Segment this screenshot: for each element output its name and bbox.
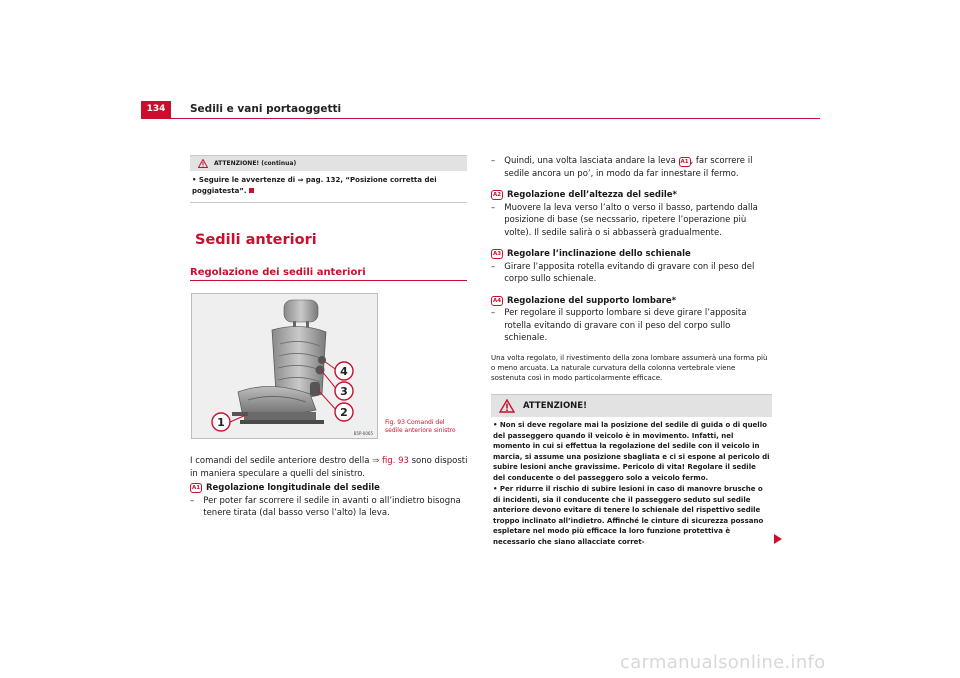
step-4-item [491, 307, 771, 345]
step-1-continued [491, 155, 771, 180]
inline-badge-a1: A1 [679, 157, 691, 167]
subsection-title: Regolazione dei sedili anteriori [190, 267, 366, 278]
step-1-title: Regolazione longitudinale del sedile [206, 483, 380, 493]
step-badge-a1: A1 [190, 483, 202, 493]
step-1-continued-text [504, 155, 771, 180]
step-2-title: Regolazione dell’altezza del sedile* [507, 190, 677, 200]
step-3-title: Regolare l’inclinazione dello schienale [507, 249, 691, 259]
warning-continued-ref[interactable]: pag. 132, “Posizione corretta dei poggiatesta”. [192, 176, 437, 195]
step-2-heading [491, 189, 771, 202]
dash-marker: – [190, 495, 195, 506]
step-1-item [190, 495, 468, 520]
step-3-heading [491, 248, 771, 261]
section-title: Sedili anteriori [195, 232, 317, 248]
step-4-text: Per regolare il supporto lombare si deve girare l’apposita rotella evitando di gravare con il peso del corpo sullo schienale. [504, 308, 747, 343]
step-4-heading [491, 295, 771, 308]
callout-label-1: 1 [217, 416, 225, 429]
step-1-cont-a: Quindi, una volta lasciata andare la leva [504, 156, 679, 166]
step-1-text: Per poter far scorrere il sedile in avanti o all’indietro bisogna tenere tirata (dal basso verso l’alto) la leva. [203, 495, 461, 518]
continue-arrow-icon [774, 534, 782, 544]
step-1-heading [190, 482, 468, 495]
warning-triangle-icon [198, 159, 208, 168]
left-column [190, 455, 468, 520]
main-warning-title: ATTENZIONE! [523, 401, 587, 411]
page-header-title: Sedili e vani portaoggetti [190, 103, 342, 115]
dash-marker: – [491, 156, 496, 166]
warning-continued-text [190, 171, 467, 197]
callout-label-3: 3 [340, 385, 348, 398]
main-warning-bullet-2-text: Per ridurre il rischio di subire lesioni in caso di manovre brusche o di incidenti, sia il conducente che il passeggero seduto sul sedile anteriore devono evitare di tenere lo schienale del rispettivo sedile troppo inclinato all’indietro. Affinché le cinture di sicurezza possano espletare nel modo più efficace la loro funzione protettiva è necessario che siano allacciate corret- [493, 485, 764, 546]
dash-marker: – [491, 308, 496, 318]
step-1-cont-b: , far scorrere il sedile ancora un po’, in modo da far innestare il fermo. [504, 156, 753, 179]
seat-illustration [192, 294, 377, 438]
fig-93-link[interactable]: ⇒ fig. 93 [372, 456, 409, 466]
main-warning-bar [491, 395, 772, 417]
step-badge-a2: A2 [491, 190, 503, 200]
end-mark-icon [249, 188, 254, 193]
header-rule [141, 118, 820, 119]
warning-continued-title: ATTENZIONE! (continua) [214, 160, 297, 167]
main-warning-bullet-2 [493, 484, 770, 547]
warning-continued-bar [190, 156, 467, 171]
lumbar-note: Una volta regolato, il rivestimento della zona lombare assumerà una forma più o meno arcuata. La naturale curvatura della colonna vertebrale viene sostenuta così in modo particolarmente efficace. [491, 353, 768, 382]
dash-marker: – [491, 202, 496, 213]
callout-label-4: 4 [340, 365, 348, 378]
callout-label-2: 2 [340, 406, 348, 419]
bullet-icon: • [192, 176, 197, 184]
intro-text-a: I comandi del sedile anteriore destro della [190, 456, 373, 466]
step-4-title: Regolazione del supporto lombare* [507, 295, 677, 306]
page-number: 134 [141, 101, 171, 118]
main-warning-bullet-1-text: Non si deve regolare mai la posizione del sedile di guida o di quello del passeggero quando il veicolo è in movimento. Infatti, nel momento in cui si effettua la regolazione del sedile con il veicolo in marcia, si assume una posizione sbagliata e ci si espone al pericolo di subire lesioni anche gravissime. Pericolo di vita! Regolare il sedile del conducente o del passeggero solo a veicolo fermo. [493, 421, 770, 482]
bullet-icon: • [493, 421, 500, 429]
watermark: carmanualsonline.info [620, 652, 826, 673]
step-2-item [491, 202, 771, 240]
step-3-text: Girare l’apposita rotella evitando di gravare con il peso del corpo sullo schienale. [504, 261, 755, 284]
step-badge-a3: A3 [491, 249, 503, 259]
figure-caption-line2: sedile anteriore sinistro [385, 427, 456, 434]
step-2-text: Muovere la leva verso l’alto o verso il basso, partendo dalla posizione di base (se necssario, ripetere l’operazione più volte). Il sedile salirà o si abbasserà gradualmente. [504, 202, 758, 238]
warning-triangle-icon [499, 399, 515, 413]
figure-caption-line1: Fig. 93 Comandi del [385, 419, 445, 426]
main-warning-text [491, 417, 772, 547]
figure-code: B5P-0065 [353, 431, 373, 436]
warning-continued-box [190, 155, 467, 203]
main-warning-bullet-1 [493, 420, 770, 483]
subsection-rule [190, 280, 467, 281]
figure-caption [385, 419, 469, 435]
warning-continued-prefix: Seguire le avvertenze di [198, 176, 298, 184]
step-badge-a4: A4 [491, 296, 503, 306]
step-3-item [491, 261, 771, 286]
seat-figure [191, 293, 378, 439]
intro-text-b: sono disposti in maniera speculare a quelli del sinistro. [190, 456, 468, 479]
right-column [491, 155, 771, 383]
main-warning-box [491, 394, 772, 546]
arrow-ref-icon: ⇒ [297, 176, 304, 184]
bullet-icon: • [493, 485, 500, 493]
intro-paragraph [190, 455, 468, 480]
dash-marker: – [491, 261, 496, 272]
